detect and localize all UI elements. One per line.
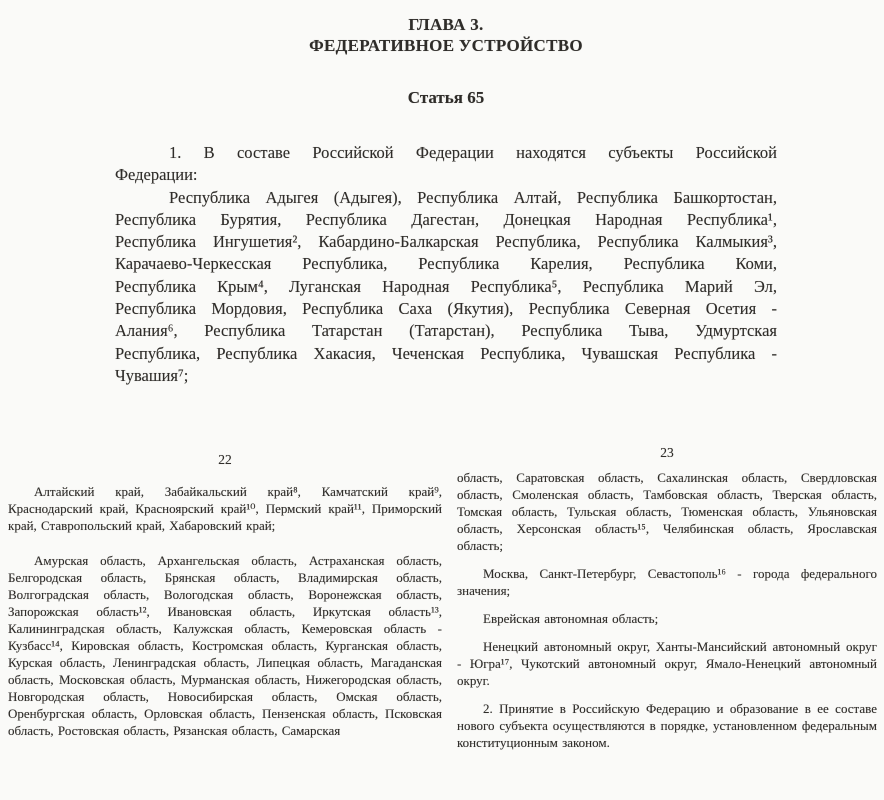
paragraph-autonomous-okrugs: Ненецкий автономный округ, Ханты-Мансийский автономный округ - Югра¹⁷, Чукотский автономный округ, Ямало-Ненецкий автономный округ.: [457, 639, 877, 689]
paragraph-oblasts-list-part1: Амурская область, Архангельская область, Астраханская область, Белгородская область, Брянская область, Владимирская область, Волгоградская область, Вологодская область, Воронежская область, Запорожская область¹², Ивановская область, Иркутская область¹³, Калининградская область, Калужская область, Кемеровская область - Кузбасс¹⁴, Кировская область, Костромская область, Курганская область, Курская область, Ленинградская область, Липецкая область, Магаданская область, Московская область, Мурманская область, Нижегородская область, Новгородская область, Новосибирская область, Омская область, Оренбургская область, Орловская область, Пензенская область, Псковская область, Ростовская область, Рязанская область, Самарская: [8, 553, 442, 739]
chapter-title-line: ФЕДЕРАТИВНОЕ УСТРОЙСТВО: [309, 36, 583, 55]
paragraph-autonomous-oblast: Еврейская автономная область;: [483, 611, 659, 627]
chapter-heading: [115, 14, 777, 56]
paragraph-oblasts-list-part2: область, Саратовская область, Сахалинская область, Свердловская область, Смоленская область, Тамбовская область, Тверская область, Томская область, Тульская область, Тюменская область, Ульяновская область, Херсонская область¹⁵, Челябинская область, Ярославская область;: [457, 470, 877, 554]
page-22-column: [8, 445, 442, 762]
chapter-number-line: ГЛАВА 3.: [408, 15, 484, 34]
paragraph-krais-list: Алтайский край, Забайкальский край⁸, Камчатский край⁹, Краснодарский край, Красноярский край¹⁰, Пермский край¹¹, Приморский край, Ставропольский край, Хабаровский край;: [8, 484, 442, 534]
paragraph-republics-list: Республика Адыгея (Адыгея), Республика Алтай, Республика Башкортостан, Республика Бурятия, Республика Дагестан, Донецкая Народная Республика¹, Республика Ингушетия², Кабардино-Балкарская Республика, Республика Калмыкия³, Карачаево-Черкесская Республика, Республика Карелия, Республика Коми, Республика Крым⁴, Луганская Народная Республика⁵, Республика Марий Эл, Республика Мордовия, Республика Саха (Якутия), Республика Северная Осетия - Алания⁶, Республика Татарстан (Татарстан), Республика Тыва, Удмуртская Республика, Республика Хакасия, Чеченская Республика, Чувашская Республика - Чувашия⁷;: [115, 187, 777, 385]
paragraph-clause-2: 2. Принятие в Российскую Федерацию и образование в ее составе нового субъекта осуществляются в порядке, установленном федеральным конституционным законом.: [457, 701, 877, 751]
paragraph-federal-cities: Москва, Санкт-Петербург, Севастополь¹⁶ - города федерального значения;: [457, 566, 877, 599]
article-heading: Статья 65: [407, 88, 485, 107]
scanned-pages-columns: [8, 445, 877, 762]
page-number-23: 23: [660, 445, 674, 461]
constitution-excerpt-section: [0, 0, 884, 387]
page-23-column: [457, 445, 877, 762]
paragraph-clause-1-intro: 1. В составе Российской Федерации находятся субъекты Российской Федерации:: [115, 143, 777, 185]
page-number-22: 22: [218, 452, 232, 468]
